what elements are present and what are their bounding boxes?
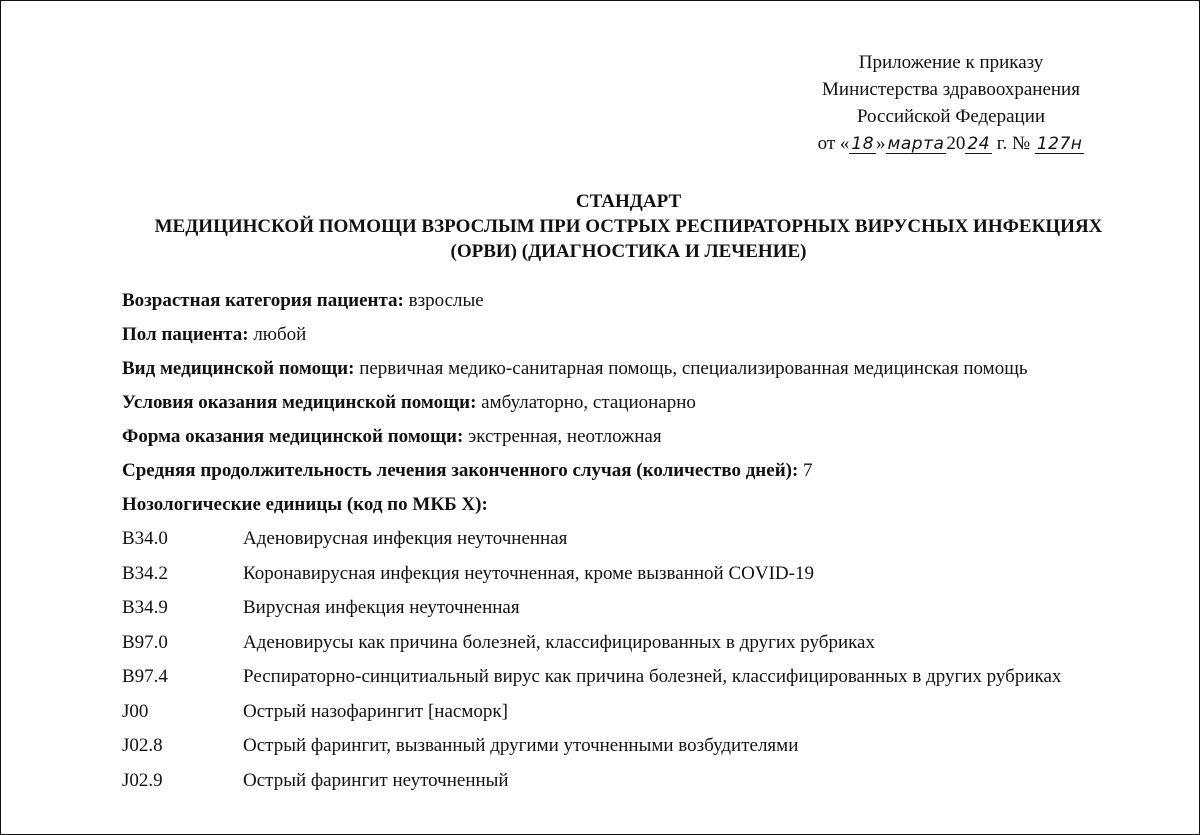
field-value: первичная медико-санитарная помощь, специализированная медицинская помощь (354, 358, 1028, 379)
field-label: Пол пациента: (122, 324, 249, 345)
date-day: 18 (851, 134, 875, 154)
document-title (61, 189, 1196, 264)
icd-code: B34.2 (122, 562, 168, 584)
icd-description: Вирусная инфекция неуточненная (243, 597, 520, 618)
icd-code: J02.8 (122, 735, 163, 756)
icd-code: J00 (122, 700, 149, 722)
icd-code: B97.4 (122, 666, 168, 687)
nosology-title: Нозологические единицы (код по МКБ X): (122, 494, 488, 515)
icd-description: Острый фарингит неуточненный (243, 769, 509, 791)
field-value: любой (248, 324, 307, 345)
field-value: 7 (798, 460, 813, 481)
code-row (122, 666, 1061, 701)
field-treatment-duration (122, 460, 1028, 494)
field-care-form (122, 426, 1028, 460)
header-line-appendix: Приложение к приказу (858, 52, 1044, 73)
code-row (122, 563, 1061, 598)
icd-code: B34.9 (122, 597, 168, 618)
title-subtitle: (ОРВИ) (ДИАГНОСТИКА И ЛЕЧЕНИЕ) (450, 241, 807, 262)
field-label: Возрастная категория пациента: (122, 290, 404, 311)
code-row (122, 735, 1061, 770)
icd-description: Аденовирусы как причина болезней, классифицированных в других рубриках (243, 631, 875, 653)
field-value: экстренная, неотложная (463, 426, 662, 447)
date-prefix: от « (817, 133, 850, 154)
icd-description: Острый фарингит, вызванный другими уточненными возбудителями (243, 735, 799, 756)
field-age-category (122, 290, 1028, 324)
title-main: МЕДИЦИНСКОЙ ПОМОЩИ ВЗРОСЛЫМ ПРИ ОСТРЫХ РЕСПИРАТОРНЫХ ВИРУСНЫХ ИНФЕКЦИЯХ (154, 216, 1103, 237)
field-label: Средняя продолжительность лечения законченного случая (количество дней): (122, 460, 799, 481)
date-month: марта (887, 134, 945, 154)
code-row (122, 597, 1061, 632)
code-row (122, 632, 1061, 667)
patient-fields (122, 290, 1028, 528)
field-label: Вид медицинской помощи: (122, 358, 355, 379)
icd-description: Аденовирусная инфекция неуточненная (243, 528, 568, 549)
icd-code: J02.9 (122, 769, 163, 791)
field-value: взрослые (403, 290, 484, 311)
icd-code-list (122, 528, 1061, 804)
icd-description: Коронавирусная инфекция неуточненная, кроме вызванной COVID-19 (243, 562, 814, 584)
order-header (791, 49, 1111, 157)
field-label: Условия оказания медицинской помощи: (122, 392, 477, 413)
field-care-type (122, 358, 1028, 392)
code-row (122, 770, 1061, 805)
order-number: 127н (1036, 134, 1083, 154)
date-sep: » (876, 133, 886, 154)
header-line-ministry: Министерства здравоохранения (822, 79, 1080, 100)
year-suffix: 24 (967, 134, 991, 154)
icd-description: Респираторно-синцитиальный вирус как причина болезней, классифицированных в других рубриках (243, 666, 1062, 687)
header-date-line (791, 130, 1111, 157)
icd-code: B34.0 (122, 528, 168, 549)
icd-code: B97.0 (122, 631, 168, 653)
year-prefix: 20 (946, 133, 966, 154)
code-row (122, 701, 1061, 736)
field-sex (122, 324, 1028, 358)
title-standard: СТАНДАРТ (575, 191, 682, 212)
header-line-country: Российской Федерации (856, 106, 1046, 127)
icd-description: Острый назофарингит [насморк] (243, 700, 508, 722)
year-label: г. № (996, 133, 1031, 154)
field-label: Форма оказания медицинской помощи: (122, 426, 464, 447)
field-care-conditions (122, 392, 1028, 426)
field-value: амбулаторно, стационарно (476, 392, 696, 413)
code-row (122, 528, 1061, 563)
